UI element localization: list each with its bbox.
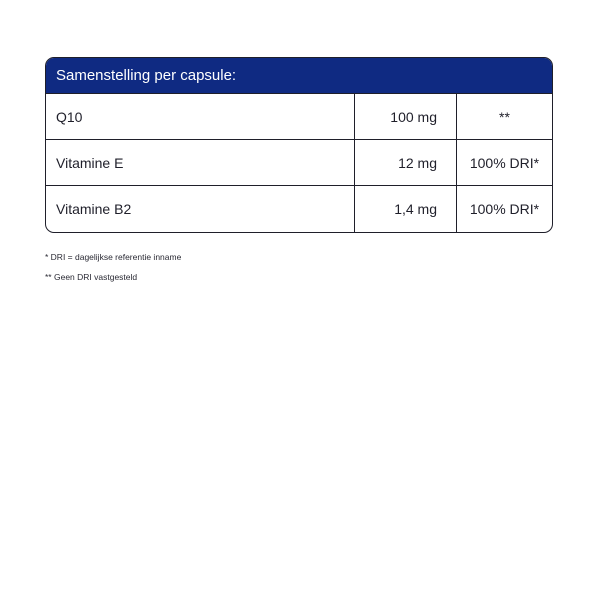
- footnote-no-dri: ** Geen DRI vastgesteld: [45, 272, 138, 282]
- table-row: [46, 140, 552, 186]
- footnotes: [45, 247, 555, 287]
- ingredient-dri: 100% DRI*: [469, 154, 540, 171]
- ingredient-amount: 1,4 mg: [355, 186, 457, 232]
- ingredient-amount: 100 mg: [355, 94, 457, 139]
- ingredient-name: Vitamine B2: [46, 186, 355, 232]
- ingredient-amount: 12 mg: [355, 140, 457, 185]
- ingredient-dri: 100% DRI*: [469, 201, 540, 217]
- composition-table: [45, 57, 553, 233]
- ingredient-name: Vitamine E: [46, 140, 355, 185]
- ingredient-name: Q10: [46, 94, 355, 139]
- ingredient-dri: **: [499, 108, 510, 125]
- table-row: [46, 186, 552, 232]
- table-header: Samenstelling per capsule:: [46, 58, 552, 94]
- composition-section: [45, 57, 555, 287]
- footnote-dri-definition: * DRI = dagelijkse referentie inname: [45, 252, 182, 262]
- table-row: [46, 94, 552, 140]
